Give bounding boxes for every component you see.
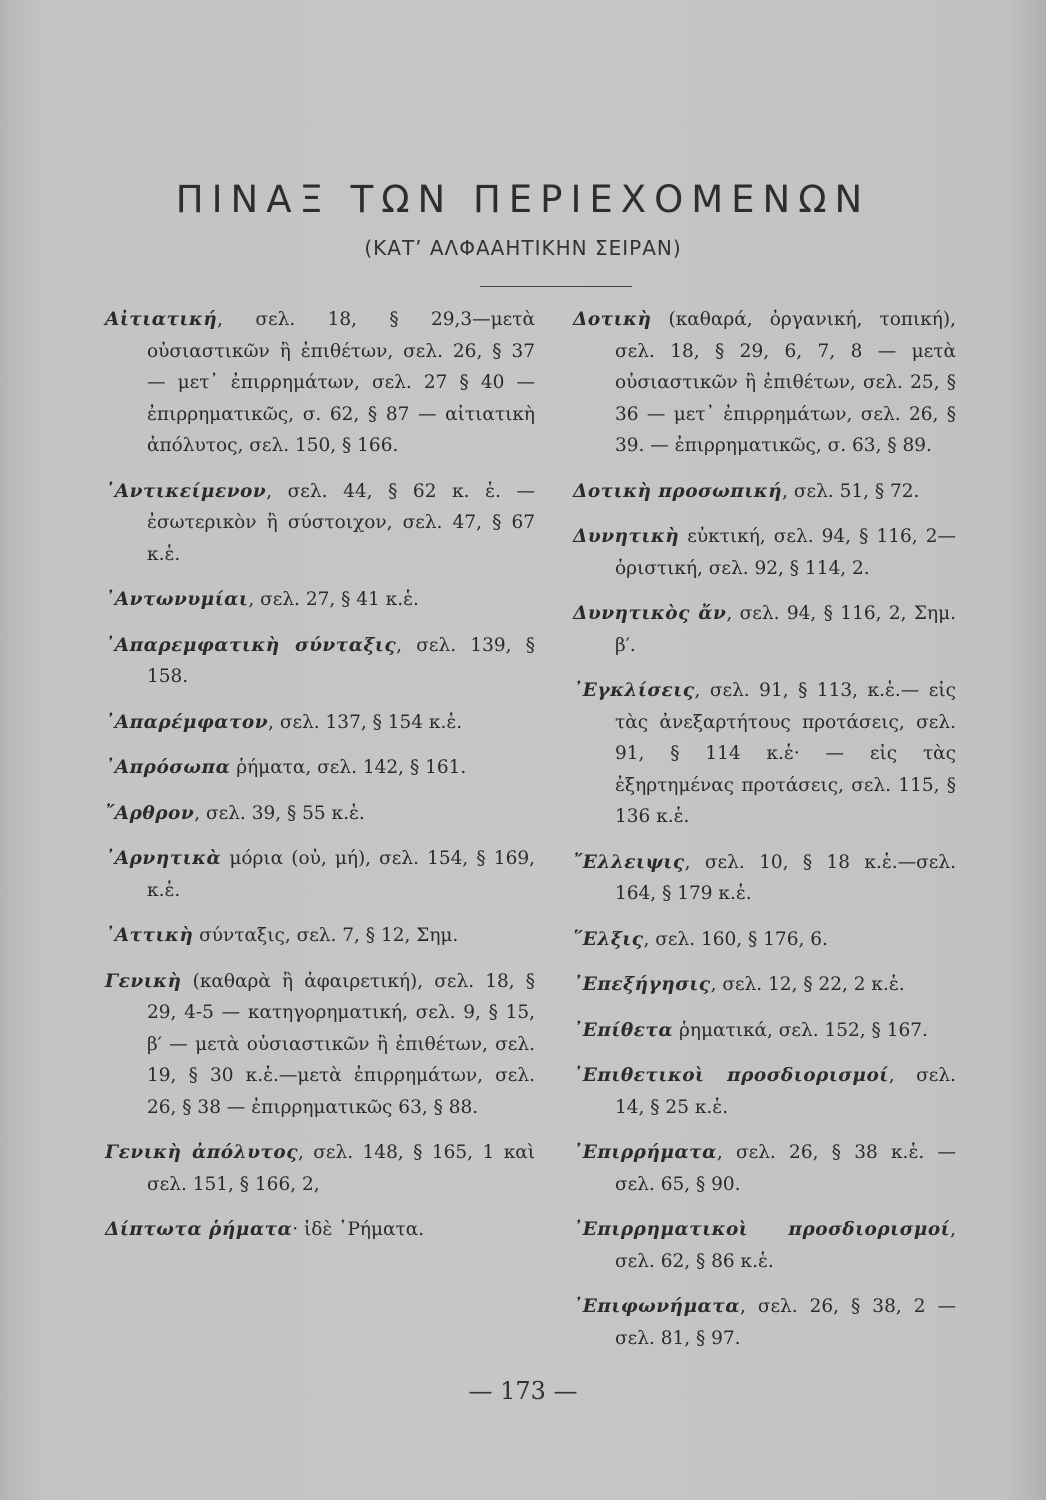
entry-text: , σελ. 14, § 25 κ.ἑ.	[615, 1065, 956, 1118]
index-entry	[573, 1291, 956, 1354]
entry-term: ῞Ελξις	[573, 928, 644, 950]
entry-term: ᾽Επεξήγησις	[573, 974, 711, 995]
entry-term: ᾽Επιθετικοὶ προσδιορισμοί	[573, 1065, 889, 1086]
entry-text: , σελ. 12, § 22, 2 κ.ἑ.	[710, 974, 905, 995]
page-subtitle: (ΚΑΤ’ ΑΛΦΑΑΗΤΙΚΗΝ ΣΕΙΡΑΝ)	[364, 236, 682, 260]
entry-term: ᾽Απρόσωπα	[105, 757, 231, 778]
index-entry	[105, 630, 535, 693]
index-entry	[105, 798, 535, 830]
page-title: ΠΙΝΑΞ ΤΩΝ ΠΕΡΙΕΧΟΜΕΝΩΝ	[175, 178, 871, 221]
entry-term: ᾽Επίθετα	[573, 1019, 674, 1041]
page-number: — 173 —	[468, 1377, 578, 1405]
entry-text: ῥηματικά, σελ. 152, § 167.	[673, 1019, 928, 1041]
entry-text: , σελ. 94, § 116, 2, Σημ. β′.	[615, 603, 956, 656]
index-entry	[105, 1137, 535, 1200]
index-entry	[105, 843, 535, 906]
entry-text: ῥήματα, σελ. 142, § 161.	[230, 757, 467, 778]
entry-term: Γενικὴ ἀπόλυτος	[105, 1142, 298, 1163]
entry-text: , σελ. 10, § 18 κ.ἑ.—σελ. 164, § 179 κ.ἑ.	[615, 851, 956, 904]
entry-text: εὐκτική, σελ. 94, § 116, 2—ὁριστική, σελ. 92, § 114, 2.	[615, 526, 956, 579]
entry-term: Δυνητικὴ	[573, 526, 680, 547]
index-entry	[105, 584, 535, 616]
entry-term: ᾽Απαρέμφατον	[105, 711, 269, 733]
entry-term: ᾽Επιρρήματα	[573, 1142, 717, 1163]
entry-term: Δοτικὴ προσωπική	[573, 480, 783, 502]
entry-text: (καθαρὰ ἢ ἀφαιρετική), σελ. 18, § 29, 4-5 — κατηγορηματική, σελ. 9, § 15, β′ — μετὰ οὐσιαστικῶν ἢ ἐπιθέτων, σελ. 19, § 30 κ.ἑ.—μετὰ ἐπιρρημάτων, σελ. 26, § 38 — ἐπιρρηματικῶς 63, § 88.	[147, 970, 535, 1118]
entry-text: , σελ. 62, § 86 κ.ἑ.	[615, 1219, 956, 1272]
entry-term: ᾽Επιφωνήματα	[573, 1296, 740, 1317]
entry-term: ᾽Απαρεμφατικὴ σύνταξις	[105, 634, 397, 656]
entry-term: Δίπτωτα ῥήματα	[105, 1219, 293, 1240]
index-entry	[573, 675, 956, 833]
entry-term: ᾽Αττικὴ	[105, 925, 194, 946]
entry-term: ᾽Εγκλίσεις	[573, 680, 695, 701]
index-entry	[105, 304, 535, 462]
index-entry	[573, 598, 956, 661]
entry-text: , σελ. 51, § 72.	[782, 480, 920, 502]
entry-term: ᾽Αντωνυμίαι	[105, 589, 249, 610]
index-left-column	[105, 304, 535, 1260]
index-entry	[573, 521, 956, 584]
entry-term: Αἰτιατική	[105, 309, 218, 330]
entry-text: , σελ. 160, § 176, 6.	[643, 928, 828, 950]
entry-text: , σελ. 148, § 165, 1 καὶ σελ. 151, § 166, 2,	[147, 1142, 535, 1195]
entry-text: · ἰδὲ ῾Ρήματα.	[292, 1219, 425, 1240]
index-entry	[105, 1214, 535, 1246]
index-entry	[573, 1015, 956, 1047]
entry-term: ᾽Αρνητικὰ	[105, 848, 222, 869]
title-divider	[480, 286, 632, 287]
entry-text: , σελ. 18, § 29,3—μετὰ οὐσιαστικῶν ἢ ἐπιθέτων, σελ. 26, § 37 — μετ᾽ ἐπιρρημάτων, σελ. 27 § 40 — ἐπιρρηματικῶς, σ. 62, § 87 — αἰτιατικὴ ἀπόλυτος, σελ. 150, § 166.	[147, 309, 535, 456]
entry-term: Γενικὴ	[105, 970, 182, 992]
index-entry	[105, 476, 535, 571]
entry-text: , σελ. 26, § 38, 2 —σελ. 81, § 97.	[615, 1296, 956, 1349]
index-entry	[573, 1214, 956, 1277]
index-entry	[573, 847, 956, 910]
index-entry	[573, 304, 956, 462]
entry-text: μόρια (οὐ, μή), σελ. 154, § 169, κ.ἑ.	[147, 848, 535, 901]
entry-text: , σελ. 27, § 41 κ.ἑ.	[248, 589, 419, 610]
entry-term: ῎Ελλειψις	[573, 851, 685, 873]
entry-term: Δυνητικὸς ἄν	[573, 603, 727, 624]
index-right-column	[573, 304, 956, 1368]
index-entry	[573, 1137, 956, 1200]
entry-text: (καθαρά, ὀργανική, τοπική), σελ. 18, § 29, 6, 7, 8 — μετὰ οὐσιαστικῶν ἢ ἐπιθέτων, σελ. 25, § 36 — μετ᾽ ἐπιρρημάτων, σελ. 26, § 39. — ἐπιρρηματικῶς, σ. 63, § 89.	[615, 309, 956, 456]
entry-text: , σελ. 39, § 55 κ.ἑ.	[194, 802, 365, 824]
entry-text: , σελ. 44, § 62 κ. ἑ. —ἐσωτερικὸν ἢ σύστοιχον, σελ. 47, § 67 κ.ἑ.	[147, 480, 535, 565]
entry-text: σύνταξις, σελ. 7, § 12, Σημ.	[193, 925, 459, 946]
entry-text: , σελ. 137, § 154 κ.ἑ.	[268, 711, 463, 733]
index-entry	[105, 920, 535, 952]
index-entry	[573, 924, 956, 956]
entry-term: ᾽Αντικείμενον	[105, 480, 267, 502]
entry-text: , σελ. 91, § 113, κ.ἑ.— εἰς τὰς ἀνεξαρτήτους προτάσεις, σελ. 91, § 114 κ.ἑ· — εἰς τὰς ἐξηρτημένας προτάσεις, σελ. 115, § 136 κ.ἑ.	[615, 680, 956, 827]
index-entry	[105, 966, 535, 1124]
index-entry	[573, 476, 956, 508]
index-entry	[105, 707, 535, 739]
entry-term: ᾽Επιρρηματικοὶ προσδιορισμοί	[573, 1219, 951, 1240]
entry-text: , σελ. 139, § 158.	[147, 634, 535, 687]
entry-text: , σελ. 26, § 38 κ.ἑ. — σελ. 65, § 90.	[615, 1142, 956, 1195]
entry-term: Δοτικὴ	[573, 309, 652, 330]
index-entry	[105, 752, 535, 784]
index-entry	[573, 969, 956, 1001]
index-entry	[573, 1060, 956, 1123]
entry-term: ῎Αρθρον	[105, 802, 195, 824]
